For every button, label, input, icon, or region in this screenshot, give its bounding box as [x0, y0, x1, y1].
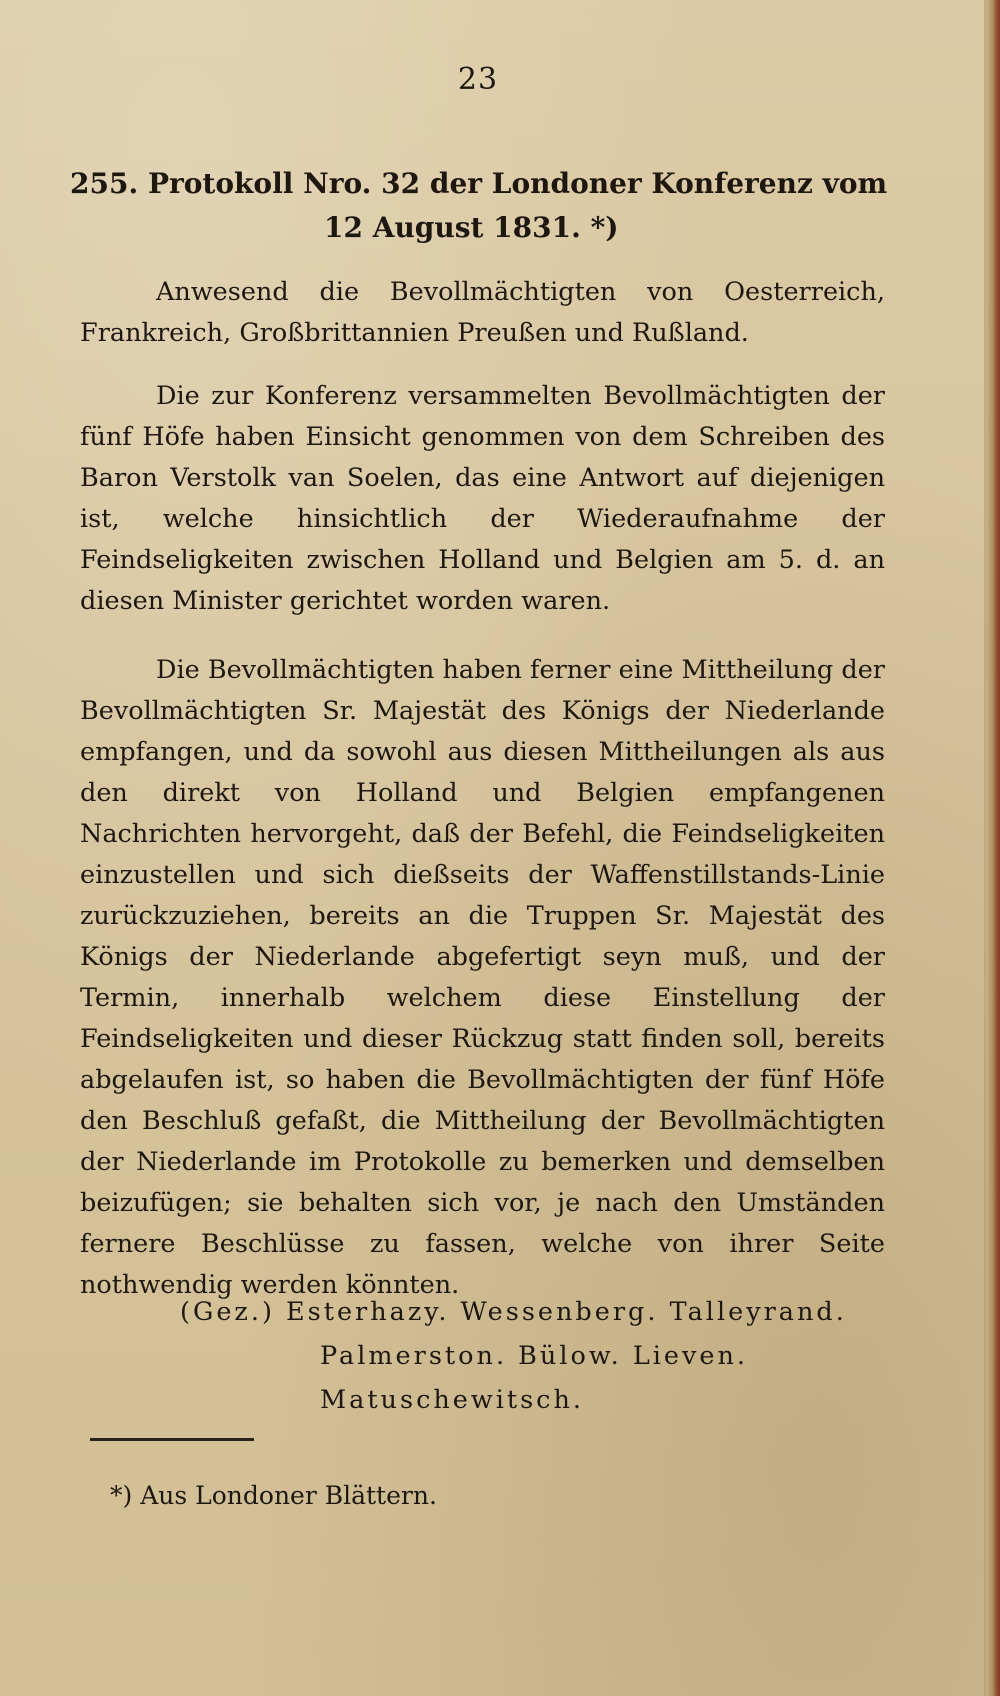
document-heading — [70, 162, 890, 250]
heading-line-2: 12 August 1831. *) — [324, 211, 619, 244]
page-edge — [986, 0, 1000, 1696]
footnote: *) Aus Londoner Blättern. — [110, 1481, 437, 1510]
signatures-block — [180, 1290, 880, 1422]
signature-line-2: Palmerston. Bülow. Lieven. — [320, 1341, 749, 1371]
paragraph-attendees: Anwesend die Bevollmächtigten von Oesterreich, Frankreich, Großbrittannien Preußen und Rußland. — [80, 277, 885, 348]
heading-line-1: 255. Protokoll Nro. 32 der Londoner Konferenz vom — [70, 167, 888, 200]
paragraph-letter: Die zur Konferenz versammelten Bevollmächtigten der fünf Höfe haben Einsicht genommen von dem Schreiben des Baron Verstolk van Soelen, das eine Antwort auf diejenigen ist, welche hinsichtlich der Wiederaufnahme der Feindseligkeiten zwischen Holland und Belgien am 5. d. an diesen Minister gerichtet worden waren. — [80, 381, 885, 616]
footnote-divider — [90, 1438, 254, 1441]
page-number: 23 — [457, 62, 499, 97]
signature-line-1: (Gez.) Esterhazy. Wessenberg. Talleyrand. — [180, 1297, 847, 1327]
paragraph-decision: Die Bevollmächtigten haben ferner eine Mittheilung der Bevollmächtigten Sr. Majestät des Königs der Niederlande empfangen, und da sowohl aus diesen Mittheilungen als aus den direkt von Holland und Belgien empfangenen Nachrichten hervorgeht, daß der Befehl, die Feindseligkeiten einzustellen und sich dießseits der Waffenstillstands-Linie zurückzuziehen, bereits an die Truppen Sr. Majestät des Königs der Niederlande abgefertigt seyn muß, und der Termin, innerhalb welchem diese Einstellung der Feindseligkeiten und dieser Rückzug statt finden soll, bereits abgelaufen ist, so haben die Bevollmächtigten der fünf Höfe den Beschluß gefaßt, die Mittheilung der Bevollmächtigten der Niederlande im Protokolle zu bemerken und demselben beizufügen; sie behalten sich vor, je nach den Umständen fernere Beschlüsse zu fassen, welche von ihrer Seite nothwendig werden könnten. — [80, 655, 885, 1300]
signature-line-3: Matuschewitsch. — [320, 1385, 584, 1415]
